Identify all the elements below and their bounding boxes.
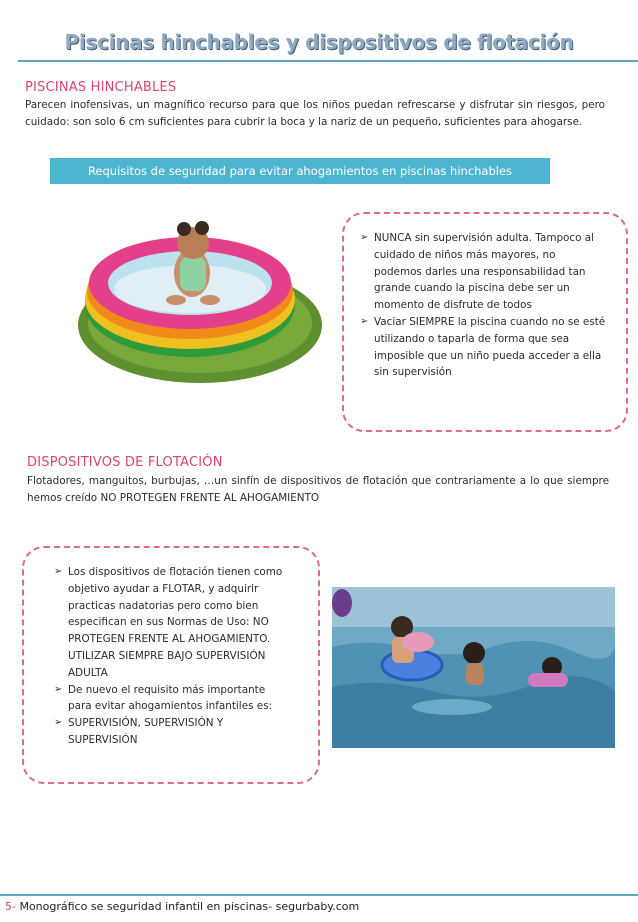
arrowhead-bullet-icon: ➢	[54, 683, 63, 695]
arrowhead-bullet-icon: ➢	[360, 315, 369, 327]
section-heading-piscinas: PISCINAS HINCHABLES	[25, 80, 177, 95]
arrowhead-bullet-icon: ➢	[54, 566, 63, 577]
page-number: 5-	[5, 900, 16, 913]
section-heading-flotacion: DISPOSITIVOS DE FLOTACIÓN	[27, 455, 223, 470]
children-swimming-photo	[332, 587, 615, 748]
list-item: ➢ Vaciar SIEMPRE la piscina cuando no se esté utilizando o taparla de forma que sea imposible que un niño pueda acceder a ella sin supervisión	[360, 315, 606, 379]
section-body-flotacion: Flotadores, manguitos, burbujas, …un sinfín de dispositivos de flotación que contrariamente a lo que siempre hemos creído NO PROTEGEN FRENTE AL AHOGAMIENTO	[27, 475, 609, 504]
arrowhead-bullet-icon: ➢	[360, 232, 369, 243]
safety-requirements-banner: Requisitos de seguridad para evitar ahogamientos en piscinas hinchables	[50, 158, 550, 184]
list-item: ➢ Los dispositivos de flotación tienen como objetivo ayudar a FLOTAR, y adquirir practicas nadatorias pero como bien especifican en sus Normas de Uso: NO PROTEGEN FRENTE AL AHOGAMIENTO. UTILIZAR SIEMPRE BAJO SUPERVISIÓN ADULTA	[54, 566, 283, 679]
footer-divider	[0, 894, 638, 896]
section-body-piscinas: Parecen inofensivas, un magnífico recurso para que los niños puedan refrescarse y disfrutar sin riesgos, pero cuidado: son solo 6 cm suficientes para cubrir la boca y la nariz de un pequeño, suficientes para ahogarse.	[25, 99, 605, 128]
footer-text: Monográfico se seguridad infantil en piscinas- segurbaby.com	[15, 900, 360, 913]
list-item: ➢ De nuevo el requisito más importante para evitar ahogamientos infantiles es:	[54, 683, 273, 713]
page-footer	[5, 900, 359, 913]
arrowhead-bullet-icon: ➢	[54, 717, 63, 729]
page-title: Piscinas hinchables y dispositivos de flotación	[64, 30, 574, 54]
flotation-safety-list	[54, 564, 292, 749]
list-item: ➢ NUNCA sin supervisión adulta. Tampoco al cuidado de niños más mayores, no podemos darles una responsabilidad tan grande cuando la piscina debe ser un momento de disfrute de todos	[360, 232, 595, 312]
list-item: ➢ SUPERVISIÓN, SUPERVISIÓN Y SUPERVISIÓN	[54, 717, 224, 746]
title-divider	[18, 60, 638, 62]
inflatable-pool-photo	[72, 195, 334, 407]
pool-safety-list	[360, 230, 606, 381]
